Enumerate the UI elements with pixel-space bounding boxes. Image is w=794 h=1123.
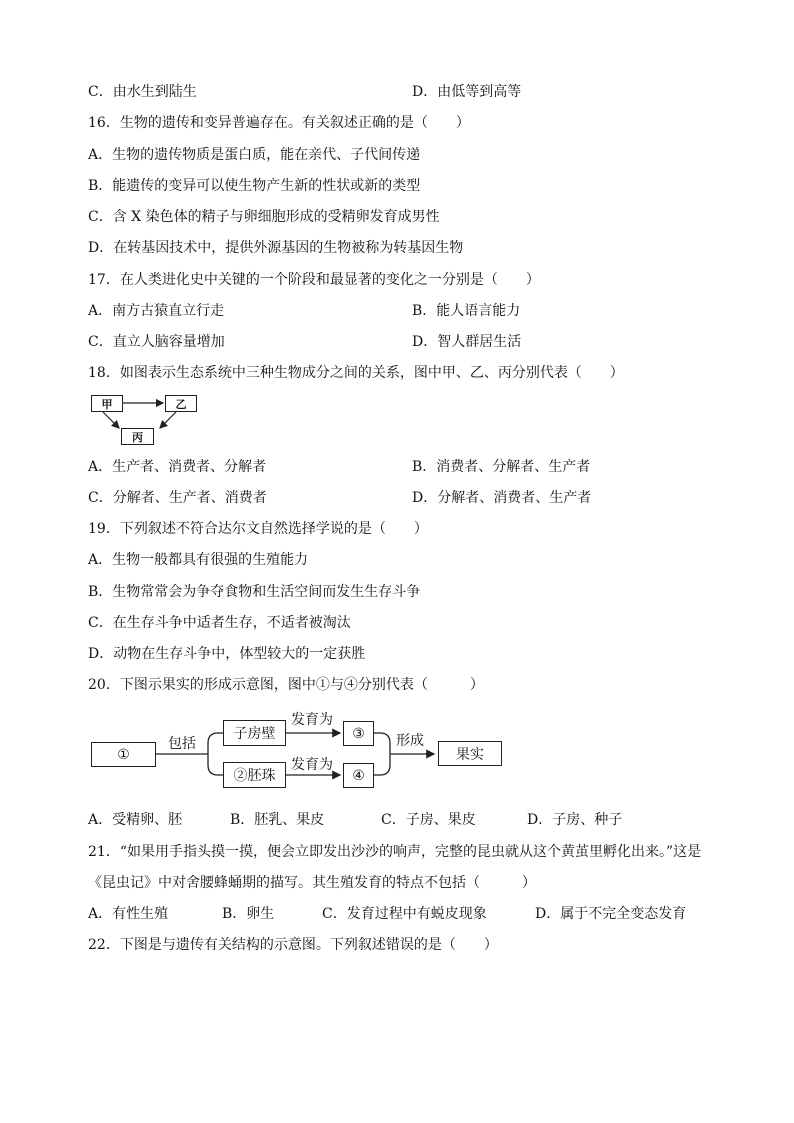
- node-jia: 甲: [91, 395, 123, 412]
- option-c: C．发育过程中有蜕皮现象: [322, 906, 487, 922]
- question-18-stem: 18．如图表示生态系统中三种生物成分之间的关系，图中甲、乙、丙分别代表（ ）: [88, 365, 624, 381]
- label-form: 形成: [396, 733, 424, 749]
- node-bing: 丙: [121, 428, 154, 445]
- option-a: A．有性生殖: [88, 906, 169, 922]
- option-c: C．子房、果皮: [381, 812, 476, 828]
- question-20-stem: 20．下图示果实的形成示意图，图中①与④分别代表（ ）: [88, 677, 484, 693]
- node-3: ③: [343, 721, 374, 746]
- option-b: B．卵生: [222, 906, 275, 922]
- option-c: C．由水生到陆生: [88, 84, 197, 100]
- option-b: B．胚乳、果皮: [230, 812, 325, 828]
- option-a: A．生物一般都具有很强的生殖能力: [88, 552, 309, 568]
- node-fruit: 果实: [438, 741, 502, 766]
- option-a: A．生产者、消费者、分解者: [88, 459, 267, 475]
- node-yi: 乙: [165, 395, 197, 412]
- option-a: A．南方古猿直立行走: [88, 303, 225, 319]
- question-21-stem-line2: 《昆虫记》中对舍腰蜂蛹期的描写。其生殖发育的特点不包括（ ）: [88, 875, 536, 891]
- option-c: C．直立人脑容量增加: [88, 334, 225, 350]
- option-c: C．在生存斗争中适者生存，不适者被淘汰: [88, 615, 351, 631]
- label-develop-top: 发育为: [291, 712, 333, 728]
- option-d: D．分解者、消费者、生产者: [412, 490, 592, 506]
- label-develop-bottom: 发育为: [291, 757, 333, 773]
- option-d: D．智人群居生活: [412, 334, 522, 350]
- option-d: D．子房、种子: [527, 812, 623, 828]
- option-b: B．能人语言能力: [412, 303, 521, 319]
- question-22-stem: 22．下图是与遗传有关结构的示意图。下列叙述错误的是（ ）: [88, 937, 498, 953]
- option-c: C．含 X 染色体的精子与卵细胞形成的受精卵发育成男性: [88, 209, 440, 225]
- node-ovule: ②胚珠: [223, 762, 286, 788]
- node-4: ④: [343, 763, 374, 788]
- option-d: D．属于不完全变态发育: [535, 906, 687, 922]
- option-a: A．受精卵、胚: [88, 812, 183, 828]
- option-b: B．消费者、分解者、生产者: [412, 459, 591, 475]
- node-1: ①: [91, 742, 156, 767]
- question-21-stem-line1: 21．“如果用手指头摸一摸，便会立即发出沙沙的响声，完整的昆虫就从这个黄茧里孵化出来。”这是: [88, 844, 702, 860]
- option-d: D．在转基因技术中，提供外源基因的生物被称为转基因生物: [88, 240, 464, 256]
- label-include: 包括: [168, 736, 196, 752]
- option-d: D．由低等到高等: [412, 84, 522, 100]
- question-16-stem: 16．生物的遗传和变异普遍存在。有关叙述正确的是（ ）: [88, 115, 470, 131]
- question-17-stem: 17．在人类进化史中关键的一个阶段和最显著的变化之一分别是（ ）: [88, 272, 540, 288]
- option-b: B．生物常常会为争夺食物和生活空间而发生生存斗争: [88, 584, 421, 600]
- node-ovary-wall: 子房壁: [223, 720, 286, 746]
- option-c: C．分解者、生产者、消费者: [88, 490, 267, 506]
- question-19-stem: 19．下列叙述不符合达尔文自然选择学说的是（ ）: [88, 521, 428, 537]
- option-d: D．动物在生存斗争中，体型较大的一定获胜: [88, 646, 366, 662]
- option-b: B．能遗传的变异可以使生物产生新的性状或新的类型: [88, 178, 421, 194]
- option-a: A．生物的遗传物质是蛋白质，能在亲代、子代间传递: [88, 147, 421, 163]
